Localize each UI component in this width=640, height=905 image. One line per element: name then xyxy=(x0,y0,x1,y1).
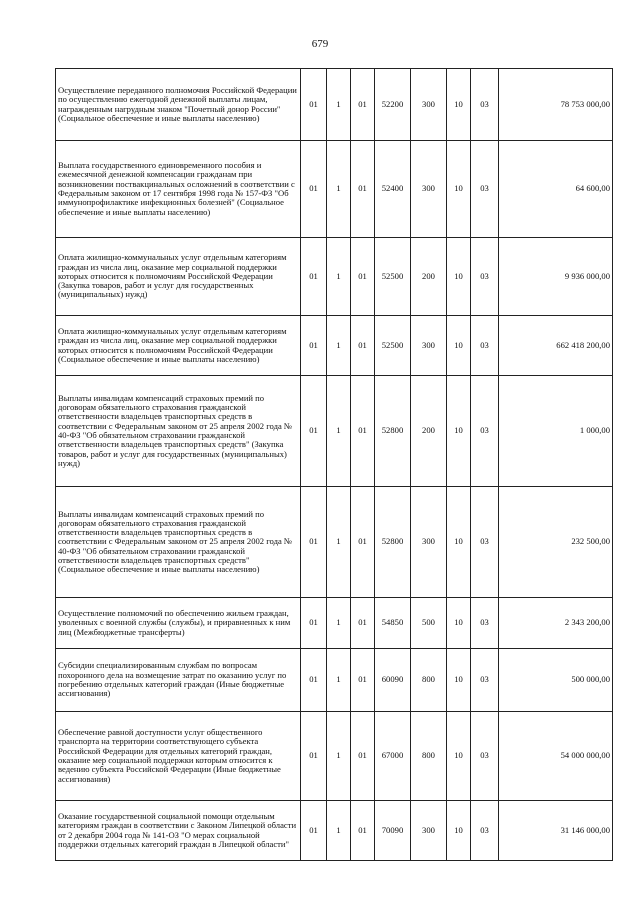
row-code: 1 xyxy=(327,712,351,801)
row-code: 01 xyxy=(301,316,327,376)
row-code: 01 xyxy=(301,238,327,316)
row-code: 1 xyxy=(327,69,351,141)
row-sum: 64 600,00 xyxy=(499,141,613,238)
page-number: 679 xyxy=(311,38,329,50)
row-code: 70090 xyxy=(375,801,411,861)
row-sum: 2 343 200,00 xyxy=(499,598,613,649)
table-row xyxy=(56,598,613,649)
row-code: 1 xyxy=(327,801,351,861)
row-code: 10 xyxy=(447,316,471,376)
table-row xyxy=(56,712,613,801)
row-sum: 232 500,00 xyxy=(499,487,613,598)
row-code: 10 xyxy=(447,712,471,801)
row-code: 10 xyxy=(447,801,471,861)
row-name: Осуществление переданного полномочия Российской Федерации по осуществлению ежегодной денежной выплаты лицам, награжденным нагрудным знаком "Почетный донор России" (Социальное обеспечение и иные выплаты населению) xyxy=(56,69,301,141)
row-sum: 54 000 000,00 xyxy=(499,712,613,801)
row-sum: 9 936 000,00 xyxy=(499,238,613,316)
row-code: 01 xyxy=(301,69,327,141)
row-code: 52500 xyxy=(375,238,411,316)
row-code: 52500 xyxy=(375,316,411,376)
row-code: 01 xyxy=(301,649,327,712)
row-code: 01 xyxy=(351,598,375,649)
row-code: 01 xyxy=(351,712,375,801)
row-code: 01 xyxy=(301,712,327,801)
row-code: 03 xyxy=(471,712,499,801)
row-code: 67000 xyxy=(375,712,411,801)
row-code: 03 xyxy=(471,376,499,487)
row-sum: 31 146 000,00 xyxy=(499,801,613,861)
row-code: 10 xyxy=(447,238,471,316)
row-code: 03 xyxy=(471,141,499,238)
row-code: 1 xyxy=(327,316,351,376)
row-name: Оплата жилищно-коммунальных услуг отдельным категориям граждан из числа лиц, оказание мер социальной поддержки которых относится к полномочиям Российской Федерации (Закупка товаров, работ и услуг для государственных (муниципальных) нужд) xyxy=(56,238,301,316)
row-code: 01 xyxy=(301,487,327,598)
row-code: 200 xyxy=(411,238,447,316)
row-code: 01 xyxy=(351,801,375,861)
row-code: 300 xyxy=(411,141,447,238)
row-name: Выплаты инвалидам компенсаций страховых премий по договорам обязательного страхования гражданской ответственности владельцев транспортных средств в соответствии с Федеральным законом от 25 апреля 2002 года № 40-ФЗ "Об обязательном страховании гражданской ответственности владельцев транспортных средств" (Закупка товаров, работ и услуг для государственных (муниципальных) нужд) xyxy=(56,376,301,487)
row-code: 01 xyxy=(351,376,375,487)
row-code: 10 xyxy=(447,649,471,712)
row-code: 52800 xyxy=(375,376,411,487)
row-code: 03 xyxy=(471,801,499,861)
row-code: 03 xyxy=(471,649,499,712)
table-row xyxy=(56,649,613,712)
row-code: 01 xyxy=(351,69,375,141)
row-code: 300 xyxy=(411,801,447,861)
row-sum: 500 000,00 xyxy=(499,649,613,712)
row-name: Обеспечение равной доступности услуг общественного транспорта на территории соответствующего субъекта Российской Федерации для отдельных категорий граждан, оказание мер социальной поддержки которым относится к ведению субъекта Российской Федерации (Иные бюджетные ассигнования) xyxy=(56,712,301,801)
row-code: 01 xyxy=(351,141,375,238)
row-code: 03 xyxy=(471,69,499,141)
table-row xyxy=(56,238,613,316)
row-code: 10 xyxy=(447,376,471,487)
row-code: 10 xyxy=(447,69,471,141)
row-code: 1 xyxy=(327,649,351,712)
row-name: Осуществление полномочий по обеспечению жильем граждан, уволенных с военной службы (службы), и приравненных к ним лиц (Межбюджетные трансферты) xyxy=(56,598,301,649)
row-code: 01 xyxy=(301,376,327,487)
table-row xyxy=(56,316,613,376)
row-code: 03 xyxy=(471,487,499,598)
row-code: 01 xyxy=(351,238,375,316)
row-name: Выплата государственного единовременного пособия и ежемесячной денежной компенсации гражданам при возникновении поствакцинальных осложнений в соответствии с Федеральным законом от 17 сентября 1998 года № 157-ФЗ "Об иммунопрофилактике инфекционных болезней" (Социальное обеспечение и иные выплаты населению) xyxy=(56,141,301,238)
row-code: 03 xyxy=(471,238,499,316)
table-row xyxy=(56,487,613,598)
row-code: 01 xyxy=(351,316,375,376)
row-code: 52200 xyxy=(375,69,411,141)
table-row xyxy=(56,141,613,238)
row-code: 1 xyxy=(327,238,351,316)
row-code: 800 xyxy=(411,712,447,801)
row-code: 03 xyxy=(471,598,499,649)
row-code: 300 xyxy=(411,69,447,141)
row-code: 500 xyxy=(411,598,447,649)
row-code: 1 xyxy=(327,598,351,649)
row-code: 10 xyxy=(447,487,471,598)
row-code: 10 xyxy=(447,141,471,238)
row-code: 01 xyxy=(301,141,327,238)
row-code: 300 xyxy=(411,487,447,598)
row-code: 01 xyxy=(301,801,327,861)
table-row xyxy=(56,801,613,861)
row-name: Оплата жилищно-коммунальных услуг отдельным категориям граждан из числа лиц, оказание мер социальной поддержки которых относится к полномочиям Российской Федерации (Социальное обеспечение и иные выплаты населению) xyxy=(56,316,301,376)
row-sum: 1 000,00 xyxy=(499,376,613,487)
row-code: 03 xyxy=(471,316,499,376)
table-body xyxy=(56,69,613,861)
row-code: 1 xyxy=(327,487,351,598)
row-sum: 662 418 200,00 xyxy=(499,316,613,376)
row-code: 01 xyxy=(351,487,375,598)
row-sum: 78 753 000,00 xyxy=(499,69,613,141)
row-code: 10 xyxy=(447,598,471,649)
row-code: 800 xyxy=(411,649,447,712)
table-row xyxy=(56,69,613,141)
row-code: 300 xyxy=(411,316,447,376)
row-code: 01 xyxy=(351,649,375,712)
row-code: 54850 xyxy=(375,598,411,649)
row-code: 1 xyxy=(327,141,351,238)
row-code: 200 xyxy=(411,376,447,487)
row-name: Выплаты инвалидам компенсаций страховых премий по договорам обязательного страхования гражданской ответственности владельцев транспортных средств в соответствии с Федеральным законом от 25 апреля 2002 года № 40-ФЗ "Об обязательном страховании гражданской ответственности владельцев транспортных средств" (Социальное обеспечение и иные выплаты населению) xyxy=(56,487,301,598)
row-code: 52800 xyxy=(375,487,411,598)
row-code: 60090 xyxy=(375,649,411,712)
row-name: Субсидии специализированным службам по вопросам похоронного дела на возмещение затрат по оказанию услуг по погребению отдельных категорий граждан (Иные бюджетные ассигнования) xyxy=(56,649,301,712)
row-code: 52400 xyxy=(375,141,411,238)
row-code: 1 xyxy=(327,376,351,487)
table-row xyxy=(56,376,613,487)
row-name: Оказание государственной социальной помощи отдельным категориям граждан в соответствии с Законом Липецкой области от 2 декабря 2004 года № 141-ОЗ "О мерах социальной поддержки отдельных категорий граждан в Липецкой области" xyxy=(56,801,301,861)
budget-table xyxy=(55,68,613,861)
row-code: 01 xyxy=(301,598,327,649)
